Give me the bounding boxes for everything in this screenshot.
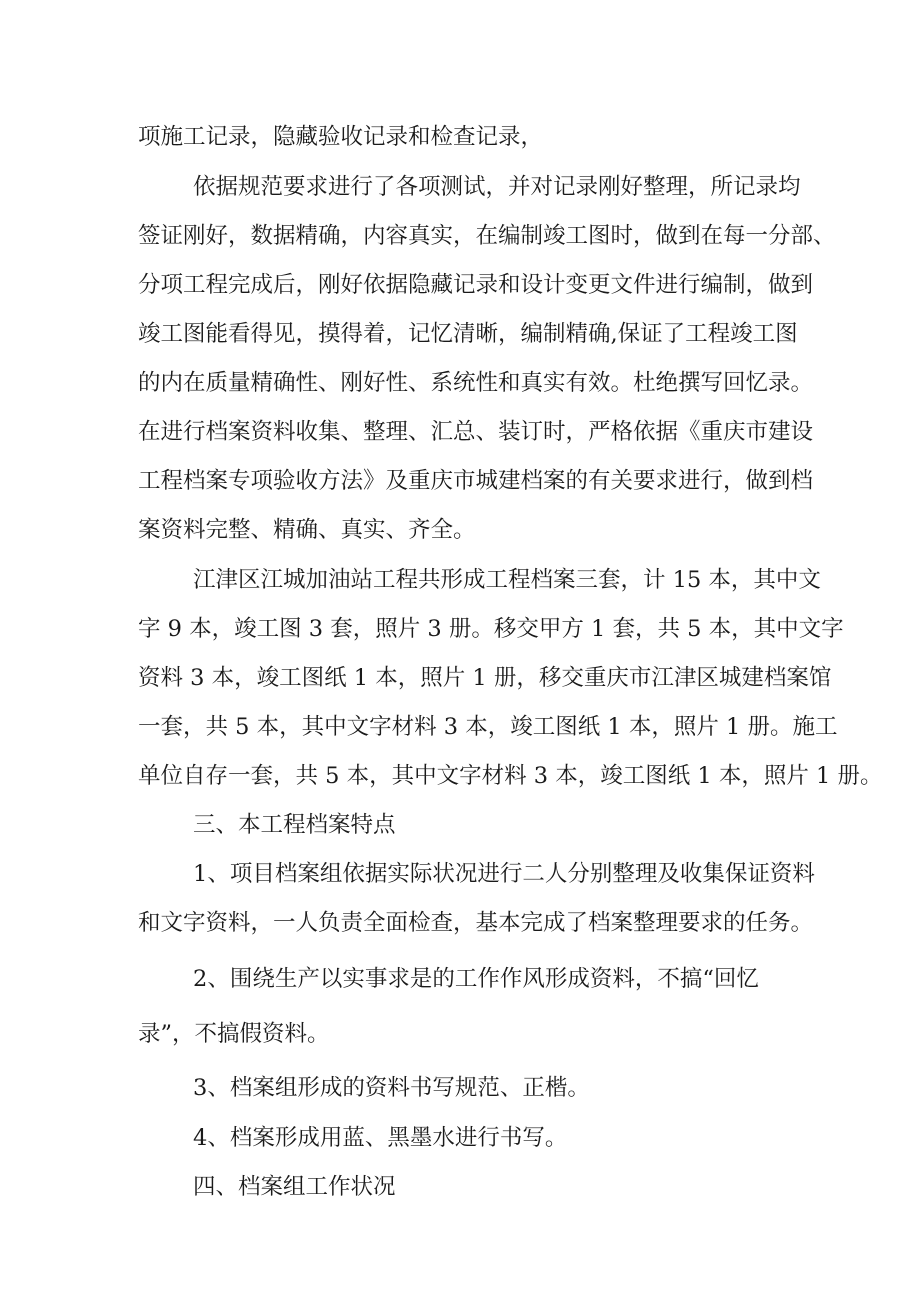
text-line: 一套，共 5 本，其中文字材料 3 本，竣工图纸 1 本，照片 1 册。施工	[138, 714, 838, 740]
text-line: 案资料完整、精确、真实、齐全。	[138, 517, 476, 543]
list-item: 3、档案组形成的资料书写规范、正楷。	[193, 1075, 590, 1101]
text-line: 项施工记录，隐藏验收记录和检查记录，	[138, 124, 544, 150]
text-line: 和文字资料，一人负责全面检查，基本完成了档案整理要求的任务。	[138, 910, 814, 936]
text-line: 分项工程完成后，刚好依据隐藏记录和设计变更文件进行编制，做到	[138, 272, 814, 298]
text-line: 的内在质量精确性、刚好性、系统性和真实有效。杜绝撰写回忆录。	[138, 370, 814, 396]
list-item: 1、项目档案组依据实际状况进行二人分别整理及收集保证资料	[193, 861, 815, 887]
list-item: 4、档案形成用蓝、黑墨水进行书写。	[193, 1125, 568, 1151]
section-heading: 四、档案组工作状况	[193, 1174, 396, 1200]
text-line: 江津区江城加油站工程共形成工程档案三套，计 15 本，其中文	[193, 567, 821, 593]
text-line: 字 9 本，竣工图 3 套，照片 3 册。移交甲方 1 套，共 5 本，其中文字	[138, 616, 844, 642]
list-item: 2、围绕生产以实事求是的工作作风形成资料，不搞“回忆	[193, 966, 759, 992]
text-line: 签证刚好，数据精确，内容真实，在编制竣工图时，做到在每一分部、	[138, 223, 836, 249]
text-line: 单位自存一套，共 5 本，其中文字材料 3 本，竣工图纸 1 本，照片 1 册。	[138, 763, 883, 789]
text-line: 工程档案专项验收方法》及重庆市城建档案的有关要求进行，做到档	[138, 468, 814, 494]
text-line: 资料 3 本，竣工图纸 1 本，照片 1 册，移交重庆市江津区城建档案馆	[138, 665, 832, 691]
text-line: 竣工图能看得见，摸得着，记忆清晰，编制精确,保证了工程竣工图	[138, 321, 798, 347]
section-heading: 三、本工程档案特点	[193, 812, 396, 838]
text-line: 依据规范要求进行了各项测试，并对记录刚好整理，所记录均	[193, 174, 801, 200]
text-line: 录”，不搞假资料。	[138, 1021, 330, 1047]
text-line: 在进行档案资料收集、整理、汇总、装订时，严格依据《重庆市建设	[138, 419, 814, 445]
